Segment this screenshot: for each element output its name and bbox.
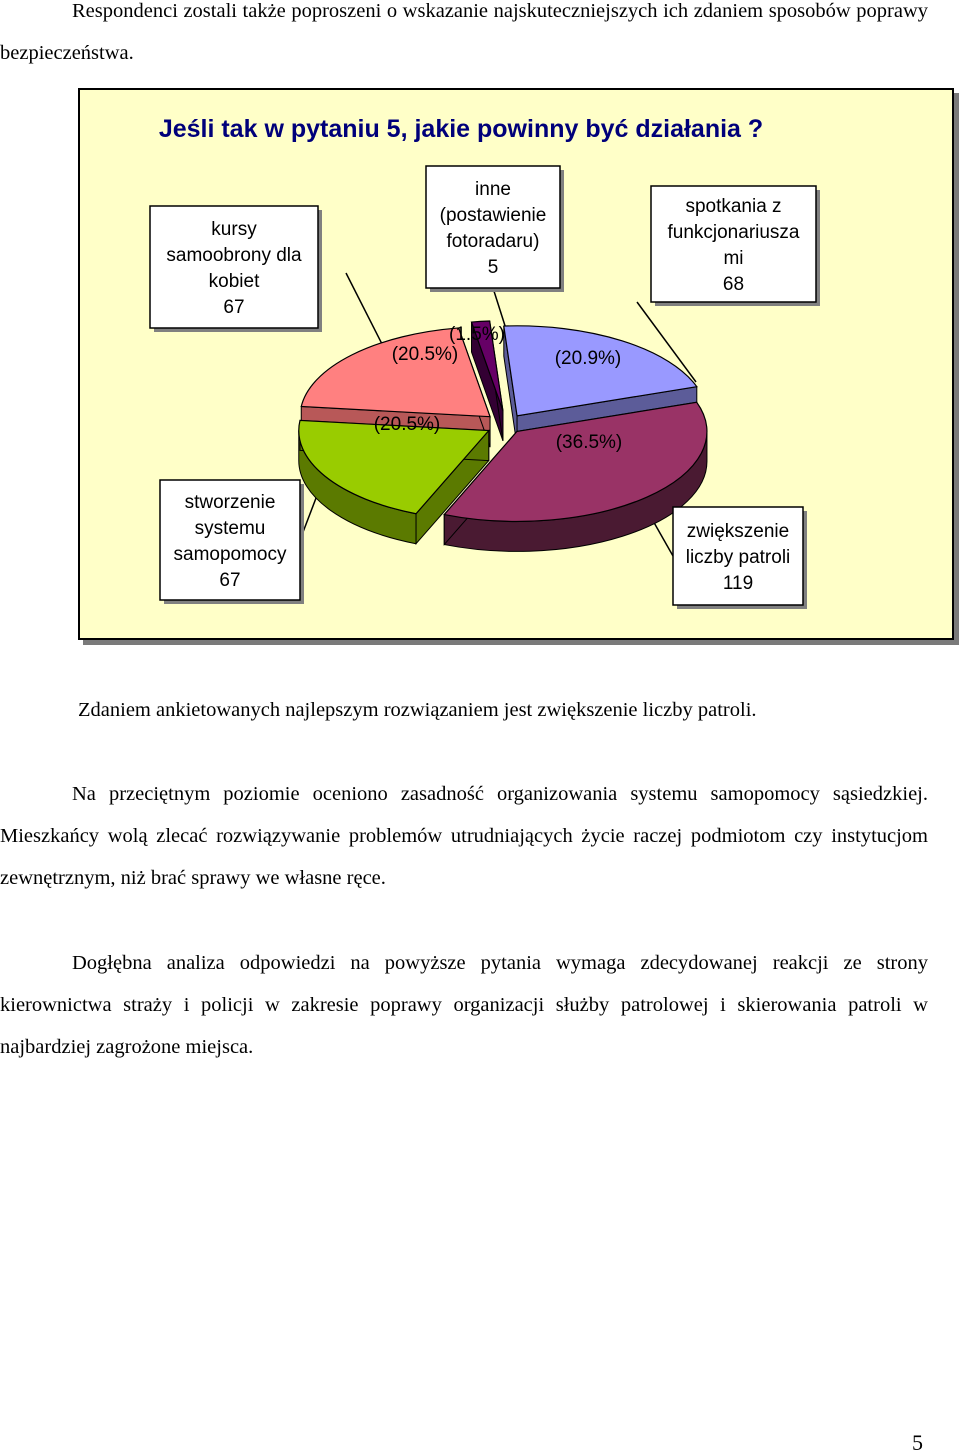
percent-label: (20.5%) bbox=[373, 414, 441, 435]
slice-callout bbox=[150, 206, 322, 332]
callout-label: kursy bbox=[211, 219, 257, 240]
leader-line bbox=[346, 273, 383, 346]
callout-label: inne bbox=[475, 179, 511, 200]
intro-paragraph bbox=[0, 0, 928, 74]
pie-chart-panel bbox=[78, 88, 954, 640]
slice-callout bbox=[426, 166, 564, 292]
callout-label: systemu bbox=[194, 518, 266, 539]
percent-label: (36.5%) bbox=[555, 432, 623, 453]
paragraph-samopomoc-text: Na przeciętnym poziomie oceniono zasadność organizowania systemu samopomocy sąsiedzkiej. Mieszkańcy wolą zlecać rozwiązywanie problemów utrudniających życie raczej podmiotom czy instytucjom zewnętrznym, niż brać sprawy we własne ręce. bbox=[0, 783, 928, 889]
paragraph-analiza-text: Dogłębna analiza odpowiedzi na powyższe pytania wymaga zdecydowanej reakcji ze strony kierownictwa straży i policji w zakresie poprawy organizacji służby patrolowej i skierowania patroli w najbardziej zagrożone miejsca. bbox=[0, 952, 928, 1058]
callout-label: spotkania z bbox=[685, 196, 782, 217]
summary-paragraph: Zdaniem ankietowanych najlepszym rozwiązaniem jest zwiększenie liczby patroli. bbox=[78, 699, 757, 721]
intro-text: Respondenci zostali także poproszeni o wskazanie najskuteczniejszych ich zdaniem sposobów poprawy bezpieczeństwa. bbox=[0, 0, 928, 64]
slice-callout bbox=[160, 480, 304, 604]
callout-label: samoobrony dla bbox=[166, 245, 302, 266]
pie-chart bbox=[80, 90, 952, 638]
callout-value: 67 bbox=[223, 297, 245, 318]
callout-label: kobiet bbox=[208, 271, 260, 292]
chart-title: Jeśli tak w pytaniu 5, jakie powinny być działania ? bbox=[158, 115, 764, 143]
callout-label: zwiększenie bbox=[686, 521, 790, 542]
callout-value: 119 bbox=[722, 573, 754, 594]
callout-value: 5 bbox=[487, 257, 499, 278]
callout-label: (postawienie bbox=[439, 205, 547, 226]
callout-label: stworzenie bbox=[184, 492, 276, 513]
slice-callout bbox=[651, 186, 820, 306]
page-number: 5 bbox=[912, 1430, 923, 1455]
slice-callout bbox=[673, 507, 807, 609]
percent-label: (20.5%) bbox=[391, 344, 459, 365]
paragraph-analiza bbox=[0, 942, 928, 1068]
percent-label: (20.9%) bbox=[554, 348, 622, 369]
callout-label: funkcjonariusza bbox=[667, 222, 800, 243]
paragraph-samopomoc bbox=[0, 773, 928, 899]
callout-value: 67 bbox=[219, 570, 241, 591]
callout-value: 68 bbox=[722, 274, 745, 295]
callout-label: mi bbox=[723, 248, 744, 269]
callout-label: samopomocy bbox=[173, 544, 287, 565]
callout-label: liczby patroli bbox=[685, 547, 791, 568]
callout-label: fotoradaru) bbox=[446, 231, 540, 252]
percent-label: (1.5%) bbox=[449, 324, 505, 345]
